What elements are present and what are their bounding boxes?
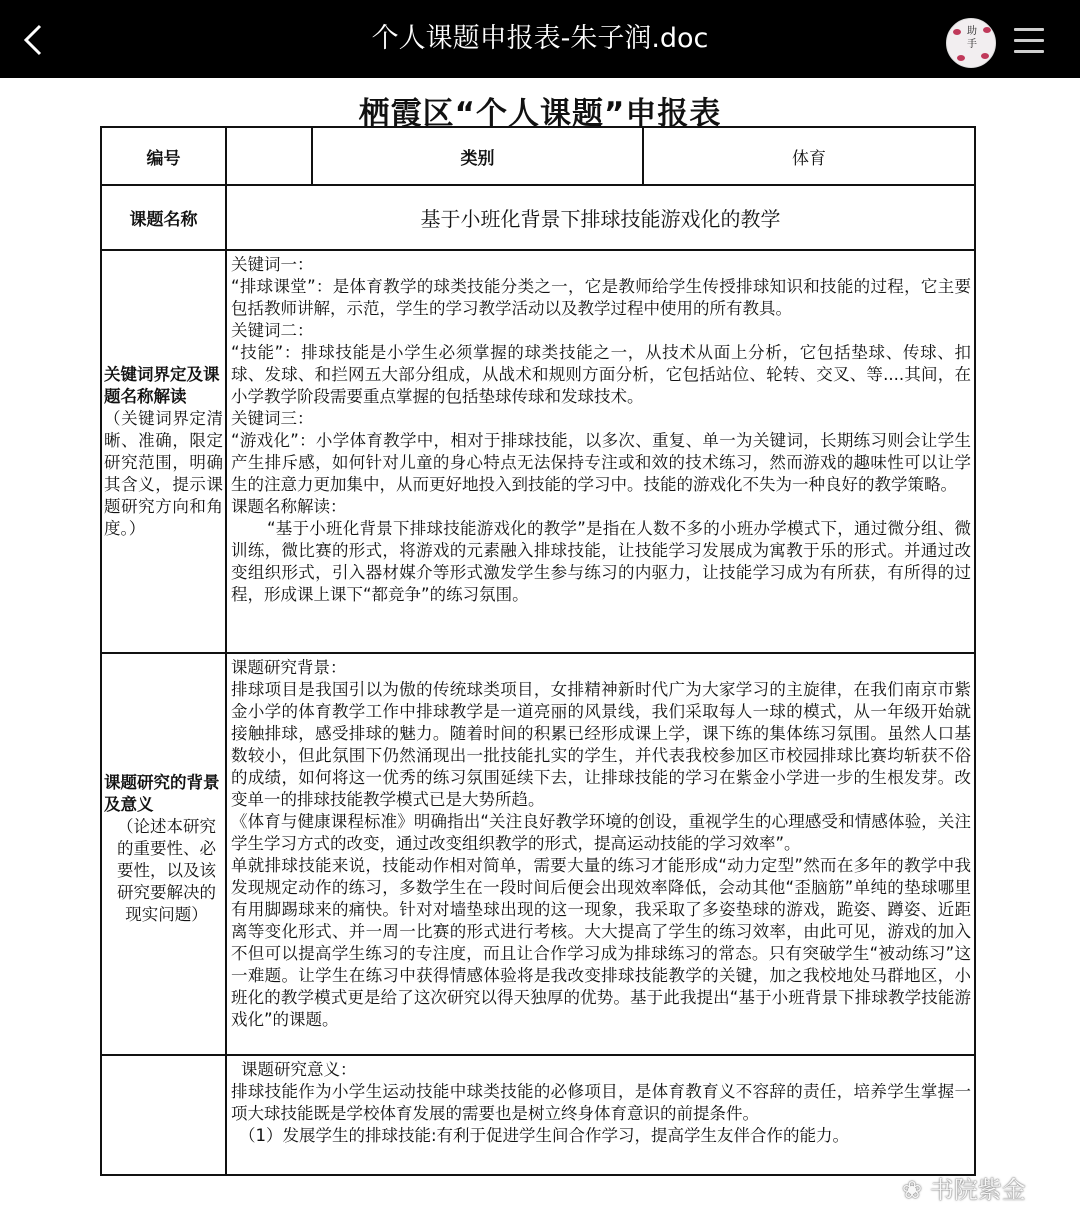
wechat-icon: ❀ — [902, 1176, 930, 1204]
paragraph: 关键词三： — [231, 409, 314, 428]
page-title: 栖霞区“个人课题”申报表 — [358, 96, 722, 132]
table-row-background — [101, 653, 975, 1055]
paragraph: 排球技能作为小学生运动技能中球类技能的必修项目，是体育教育义不容辞的责任，培养学生掌握一项大球技能既是学校体育发展的需要也是树立终身体育意识的前提条件。 — [231, 1082, 971, 1123]
number-value — [226, 127, 312, 185]
paragraph: 课题名称解读： — [231, 497, 347, 516]
paragraph: 关键词一： — [231, 255, 314, 274]
paragraph: 《体育与健康课程标准》明确指出“关注良好教学环境的创设，重视学生的心理感受和情感体验，关注学生学习方式的改变，通过改变组织教学的形式，提高运动技能的学习效率”。 — [231, 812, 971, 853]
document-title: 个人课题申报表-朱子润.doc — [371, 23, 709, 54]
paragraph: 课题研究意义： — [241, 1060, 357, 1079]
number-label: 编号 — [101, 127, 226, 185]
menu-icon[interactable] — [1014, 28, 1044, 54]
background-note: （论述本研究的重要性、必要性，以及该研究要解决的现实问题） — [117, 817, 216, 924]
table-row-number — [101, 127, 975, 185]
keywords-content — [226, 250, 975, 653]
table-row-keywords — [101, 250, 975, 653]
paragraph: （1）发展学生的排球技能:有利于促进学生间合作学习，提高学生友伴合作的能力。 — [239, 1126, 850, 1145]
table-row-significance — [101, 1055, 975, 1175]
background-label-cell — [101, 653, 226, 1055]
paragraph: “技能”：排球技能是小学生必须掌握的球类技能之一，从技术从面上分析，它包括垫球、传球、扣球、发球、和拦网五大部分组成，从战术和规则方面分析，它包括站位、轮转、交叉、等....其间，在小学教学阶段需要重点掌握的包括垫球传球和发球技术。 — [231, 343, 971, 406]
document-page — [0, 78, 1080, 1204]
category-value: 体育 — [643, 127, 975, 185]
watermark — [902, 1170, 1026, 1205]
keywords-note: （关键词界定清晰、准确，限定研究范围，明确其含义，提示课题研究方向和角度。） — [104, 408, 223, 538]
paragraph: 排球项目是我国引以为傲的传统球类项目，女排精神新时代广为大家学习的主旋律，在我们南京市紫金小学的体育教学工作中排球教学是一道亮丽的风景线，我们采取每人一球的模式，从一年级开始就接触排球，感受排球的魅力。随着时间的积累已经形成课上学，课下练的集体练习氛围。虽然人口基数较小，但此氛围下仍然涌现出一批技能扎实的学生，并代表我校参加区市校园排球比赛均斩获不俗的成绩，如何将这一优秀的练习氛围延续下去，让排球技能的学习在紫金小学进一步的生根发芽。改变单一的排球技能教学模式已是大势所趋。 — [231, 680, 971, 809]
paragraph: “基于小班化背景下排球技能游戏化的教学”是指在人数不多的小班办学模式下，通过微分组、微训练，微比赛的形式，将游戏的元素融入排球技能，让技能学习发展成为寓教于乐的形式。并通过改变组织形式，引入器材媒介等形式激发学生参与练习的内驱力，让技能学习成为有所获，有所得的过程，形成课上课下“都竞争”的练习氛围。 — [231, 519, 971, 604]
watermark-text: 书院紫金 — [929, 1176, 1026, 1204]
significance-content — [226, 1055, 975, 1175]
application-form-table — [100, 126, 976, 1176]
paragraph: “排球课堂”：是体育教学的球类技能分类之一，它是教师给学生传授排球知识和技能的过程，它主要包括教师讲解，示范，学生的学习教学活动以及教学过程中使用的所有教具。 — [231, 277, 971, 318]
avatar[interactable] — [946, 18, 996, 68]
significance-label-cell — [101, 1055, 226, 1175]
subject-value: 基于小班化背景下排球技能游戏化的教学 — [226, 185, 975, 250]
paragraph: 课题研究背景： — [231, 658, 347, 677]
table-row-subject — [101, 185, 975, 250]
subject-label: 课题名称 — [101, 185, 226, 250]
keywords-label: 关键词界定及课题名称解读 — [104, 364, 220, 406]
background-content — [226, 653, 975, 1055]
avatar-text: 助 手 — [967, 26, 977, 50]
top-bar — [0, 0, 1080, 78]
paragraph: 关键词二： — [231, 321, 314, 340]
category-label: 类别 — [312, 127, 643, 185]
keywords-label-cell — [101, 250, 226, 653]
paragraph: 单就排球技能来说，技能动作相对简单，需要大量的练习才能形成“动力定型”然而在多年的教学中我发现规定动作的练习，多数学生在一段时间后便会出现效率降低，会动其他“歪脑筋”单纯的垫球哪里有用脚踢球来的痛快。针对对墙垫球出现的这一现象，我采取了多姿垫球的游戏，跪姿、蹲姿、近距离等变化形式、并一周一比赛的形式进行考核。大大提高了学生的练习效率，由此可见，游戏的加入不但可以提高学生练习的专注度，而且让合作学习成为排球练习的常态。只有突破学生“被动练习”这一难题。让学生在练习中获得情感体验将是我改变排球技能教学的关键，加之我校地处马群地区，小班化的教学模式更是给了这次研究以得天独厚的优势。基于此我提出“基于小班背景下排球教学技能游戏化”的课题。 — [231, 856, 971, 1029]
background-label: 课题研究的背景及意义 — [104, 773, 220, 814]
paragraph: “游戏化”：小学体育教学中，相对于排球技能，以多次、重复、单一为关键词，长期练习则会让学生产生排斥感，如何针对儿童的身心特点无法保持专注或和效的技术练习，然而游戏的趣味性可以让学生的注意力更加集中，从而更好地投入到技能的学习中。技能的游戏化不失为一种良好的教学策略。 — [231, 431, 971, 494]
